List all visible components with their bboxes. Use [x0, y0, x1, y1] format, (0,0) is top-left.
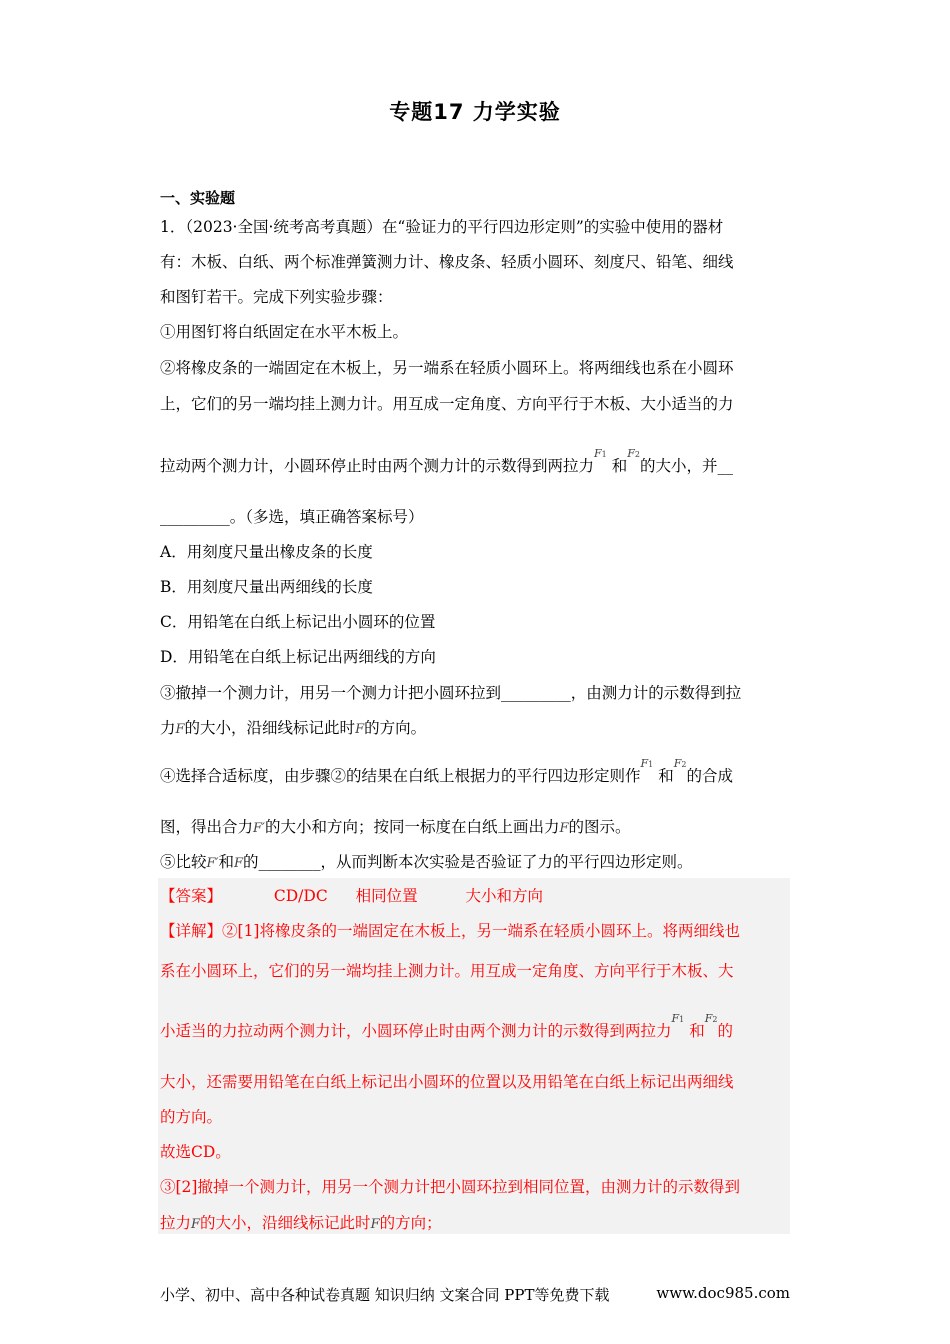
question-line: 1．（2023·全国·统考高考真题）在“验证力的平行四边形定则”的实验中使用的器材 — [160, 218, 724, 236]
footer-link[interactable]: www.doc985.com — [656, 1284, 790, 1302]
step-1: ①用图钉将白纸固定在水平木板上。 — [160, 323, 409, 341]
text-span: 力 — [160, 719, 176, 737]
symbol: F — [627, 447, 635, 460]
formula-f2 — [674, 757, 687, 770]
formula-f1 — [594, 447, 607, 460]
text-span: 拉动两个测力计，小圆环停止时由两个测力计的示数得到两拉力 — [160, 457, 595, 475]
text-span: 小适当的力拉动两个测力计，小圆环停止时由两个测力计的示数得到两拉力 — [160, 1022, 672, 1040]
section-heading: 一、实验题 — [160, 189, 236, 207]
text-span: 的方向； — [379, 1214, 442, 1232]
formula-f: F — [370, 1217, 380, 1232]
formula-f: F — [175, 722, 185, 737]
step-3-line: ③撤掉一个测力计，用另一个测力计把小圆环拉到_________，由测力计的示数得到拉 — [160, 684, 742, 702]
explanation-line: 故选CD。 — [160, 1143, 231, 1161]
text-span: 图，得出合力 — [160, 818, 254, 836]
text-span: 和 — [218, 853, 235, 871]
text-span: ④选择合适标度，由步骤②的结果在白纸上根据力的平行四边形定则作 — [160, 767, 641, 785]
subscript: 1 — [679, 1015, 685, 1024]
text-span: 的方向。 — [364, 719, 427, 737]
formula-f2 — [627, 447, 640, 460]
subscript: 2 — [634, 450, 640, 459]
formula-fprime: F′ — [206, 856, 219, 871]
formula-f1 — [672, 1012, 685, 1025]
text-span: 的大小，并__ — [639, 457, 733, 475]
answer-3: 大小和方向 — [465, 887, 543, 905]
text-span: 的________，从而判断本次实验是否验证了力的平行四边形定则。 — [243, 853, 693, 871]
question-line: 有：木板、白纸、两个标准弹簧测力计、橡皮条、轻质小圆环、刻度尺、铅笔、细线 — [160, 253, 734, 271]
answer-label: 【答案】 — [160, 887, 223, 905]
option-d: D．用铅笔在白纸上标记出两细线的方向 — [160, 648, 436, 666]
text-span: 的合成 — [686, 767, 733, 785]
answer-line — [160, 884, 543, 906]
step-5-line — [160, 850, 693, 872]
step-2-line: ②将橡皮条的一端固定在木板上，另一端系在轻质小圆环上。将两细线也系在小圆环 — [160, 359, 734, 377]
subscript: 2 — [681, 760, 687, 769]
text-span: ②[1]将橡皮条的一端固定在木板上，另一端系在轻质小圆环上。将两细线也 — [222, 922, 740, 940]
formula-f: F — [355, 722, 365, 737]
step-2-line: _________。（多选，填正确答案标号） — [160, 508, 424, 526]
symbol: F — [594, 447, 602, 460]
step-4-line — [160, 815, 631, 837]
explanation-line — [160, 919, 740, 941]
footer-text: 小学、初中、高中各种试卷真题 知识归纳 文案合同 PPT等免费下载 — [160, 1286, 610, 1304]
text-span: 的大小，沿细线标记此时 — [184, 719, 356, 737]
text-span: 的 — [717, 1022, 733, 1040]
symbol: F — [704, 1012, 713, 1025]
text-span: 和 — [689, 1022, 705, 1040]
symbol: F — [673, 757, 682, 770]
subscript: 1 — [601, 450, 607, 459]
symbol: F — [640, 757, 649, 770]
text-span: 的大小，沿细线标记此时 — [200, 1214, 371, 1232]
formula-fprime: F′ — [253, 821, 265, 836]
page-footer — [160, 1284, 790, 1305]
subscript: 1 — [648, 760, 654, 769]
step-2-line: 上，它们的另一端均挂上测力计。用互成一定角度、方向平行于木板、大小适当的力 — [160, 395, 734, 413]
page-title: 专题17 力学实验 — [389, 100, 561, 124]
explanation-line: 的方向。 — [160, 1108, 223, 1126]
text-span: 和 — [658, 767, 674, 785]
explanation-line: 大小，还需要用铅笔在白纸上标记出小圆环的位置以及用铅笔在白纸上标记出两细线 — [160, 1073, 734, 1091]
formula-f2 — [705, 1012, 718, 1025]
text-span: 的大小和方向；按同一标度在白纸上画出力 — [265, 818, 560, 836]
explanation-line — [160, 1012, 733, 1041]
text-span: 拉力 — [160, 1214, 192, 1232]
explanation-line: ③[2]撤掉一个测力计，用另一个测力计把小圆环拉到相同位置，由测力计的示数得到 — [160, 1178, 740, 1196]
explanation-line — [160, 1211, 442, 1233]
text-span: ⑤比较 — [160, 853, 207, 871]
formula-f: F — [191, 1217, 201, 1232]
option-a: A．用刻度尺量出橡皮条的长度 — [160, 543, 373, 561]
explanation-line: 系在小圆环上，它们的另一端均挂上测力计。用互成一定角度、方向平行于木板、大 — [160, 962, 734, 980]
option-b: B．用刻度尺量出两细线的长度 — [160, 578, 373, 596]
step-4-line — [160, 757, 733, 786]
question-line: 和图钉若干。完成下列实验步骤： — [160, 288, 393, 306]
formula-f1 — [641, 757, 654, 770]
subscript: 2 — [712, 1015, 718, 1024]
text-span: 的图示。 — [568, 818, 631, 836]
option-c: C．用铅笔在白纸上标记出小圆环的位置 — [160, 613, 436, 631]
formula-f: F — [559, 821, 569, 836]
symbol: F — [671, 1012, 680, 1025]
explanation-label: 【详解】 — [160, 922, 223, 940]
step-2-line — [160, 447, 733, 476]
step-3-line — [160, 716, 426, 738]
answer-2: 相同位置 — [355, 887, 418, 905]
answer-1: CD/DC — [273, 887, 328, 905]
formula-f: F — [234, 856, 244, 871]
text-span: 和 — [611, 457, 628, 475]
